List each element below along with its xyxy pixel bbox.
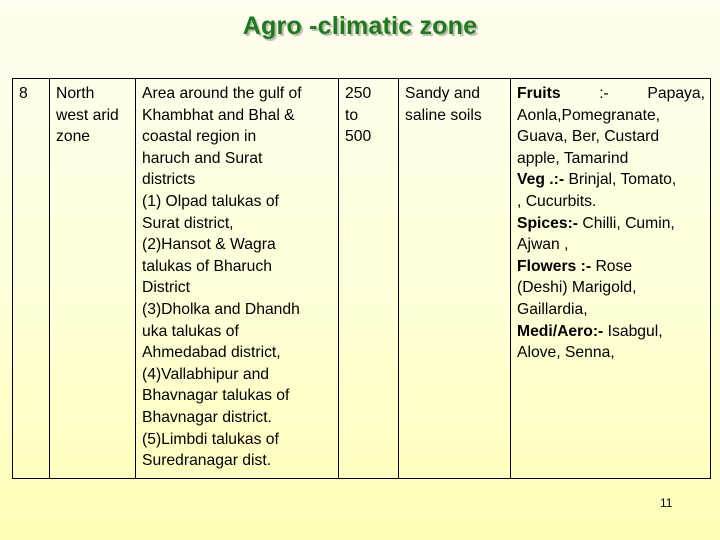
fruits-line: Aonla,Pomegranate, [517,106,661,124]
area-line: haruch and Surat [142,149,263,167]
area-line: District [142,279,190,297]
spices-label: Spices:- [517,214,579,232]
veg-first-line [517,169,705,191]
flowers-label: Flowers :- [517,257,592,275]
medi-first-line [517,321,705,343]
area-line: Ahmedabad district, [142,344,281,362]
area-line: coastal region in [142,128,257,146]
area-line: talukas of Bharuch [142,257,272,275]
spices-line: Ajwan , [517,236,569,254]
fruits-line: apple, Tamarind [517,149,629,167]
area-line: (4)Vallabhipur and [142,365,270,383]
spices-first-line [517,213,705,235]
soil-line: Sandy and [405,85,481,102]
area-line: Surat district, [142,214,234,232]
soil-cell [399,79,511,479]
spices-first-item: Chilli, Cumin, [582,214,675,232]
rainfall-line: 500 [345,128,372,146]
flowers-line: (Deshi) Marigold, [517,279,637,297]
zone-table [12,78,711,479]
area-line: Bhavnagar talukas of [142,387,290,405]
zone-name-line: zone [56,128,91,146]
zone-name-line: west arid [56,106,119,124]
area-line: (5)Limbdi talukas of [142,430,279,448]
area-line: districts [142,171,196,189]
area-line: Suredranagar dist. [142,452,272,470]
rainfall-line: to [345,106,359,124]
zone-name-cell [50,79,136,479]
fruits-line: Guava, Ber, Custard [517,128,660,146]
zone-name-line: North [56,85,95,102]
area-line: Khambhat and Bhal & [142,106,295,124]
area-cell [136,79,339,479]
rainfall-line: 250 [345,85,372,102]
flowers-line: Gaillardia, [517,300,588,318]
veg-first-item: Brinjal, Tomato, [568,171,677,189]
page-title: Agro -climatic zone [242,12,478,40]
area-line: (3)Dholka and Dhandh [142,300,300,318]
medi-first-item: Isabgul, [607,322,663,340]
fruits-separator: :- [599,85,609,102]
medi-line: Alove, Senna, [517,344,615,362]
fruits-first-item: Papaya, [647,85,705,102]
rainfall-cell [339,79,399,479]
veg-label: Veg .:- [517,171,565,189]
area-line: Area around the gulf of [142,85,302,102]
area-line: (2)Hansot & Wagra [142,236,276,254]
flowers-first-item: Rose [595,257,633,275]
page-number: 11 [660,496,673,510]
zone-number-cell [13,79,50,479]
area-line: Bhavnagar district. [142,408,272,426]
flowers-first-line [517,256,705,278]
veg-line: , Cucurbits. [517,192,597,210]
area-line: uka talukas of [142,322,239,340]
fruits-first-line [517,83,705,105]
medi-label: Medi/Aero:- [517,322,604,340]
table-row [13,79,711,479]
zone-number: 8 [19,85,28,102]
crops-cell [511,79,711,479]
area-line: (1) Olpad talukas of [142,192,279,210]
fruits-label: Fruits [517,85,561,102]
soil-line: saline soils [405,106,482,124]
